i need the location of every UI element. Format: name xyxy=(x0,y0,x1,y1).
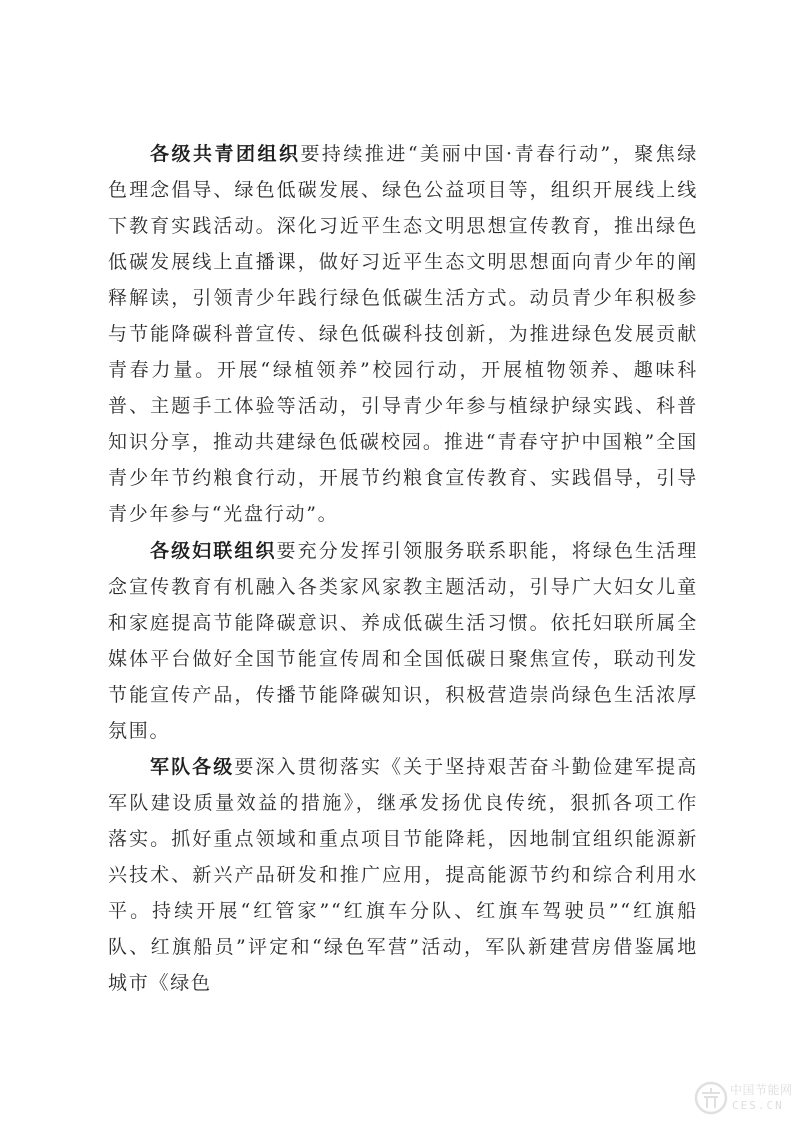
ces-logo-icon xyxy=(694,1081,728,1115)
paragraph-womens-federation xyxy=(108,533,698,749)
paragraph-body: 要持续推进“美丽中国·青春行动”，聚焦绿色理念倡导、绿色低碳发展、绿色公益项目等，组织开展线上线下教育实践活动。深化习近平生态文明思想宣传教育，推出绿色低碳发展线上直播课，做好习近平生态文明思想面向青少年的阐释解读，引领青少年践行绿色低碳生活方式。动员青少年积极参与节能降碳科普宣传、绿色低碳科技创新，为推进绿色发展贡献青春力量。开展“绿植领养”校园行动，开展植物领养、趣味科普、主题手工体验等活动，引导青少年参与植绿护绿实践、科普知识分享，推动共建绿色低碳校园。推进“青春守护中国粮”全国青少年节约粮食行动，开展节约粮食宣传教育、实践倡导，引导青少年参与“光盘行动”。 xyxy=(108,143,698,526)
paragraph-youth-league xyxy=(108,136,698,533)
watermark-name-cn: 中国节能网 xyxy=(730,1083,793,1097)
paragraph-military xyxy=(108,749,698,1001)
paragraph-lead: 军队各级 xyxy=(150,755,235,778)
paragraph-lead: 各级妇联组织 xyxy=(150,539,277,562)
paragraph-body: 要充分发挥引领服务联系职能，将绿色生活理念宣传教育有机融入各类家风家教主题活动，引导广大妇女儿童和家庭提高节能降碳意识、养成低碳生活习惯。依托妇联所属全媒体平台做好全国节能宣传周和全国低碳日聚焦宣传，联动刊发节能宣传产品，传播节能降碳知识，积极营造崇尚绿色生活浓厚氛围。 xyxy=(108,539,698,742)
watermark xyxy=(690,1075,795,1125)
document-page xyxy=(108,136,698,1001)
paragraph-body: 要深入贯彻落实《关于坚持艰苦奋斗勤俭建军提高军队建设质量效益的措施》，继承发扬优良传统，狠抓各项工作落实。抓好重点领域和重点项目节能降耗，因地制宜组织能源新兴技术、新兴产品研发和推广应用，提高能源节约和综合利用水平。持续开展“红管家”“红旗车分队、红旗车驾驶员”“红旗船队、红旗船员”评定和“绿色军营”活动，军队新建营房借鉴属地城市《绿色 xyxy=(108,755,698,995)
watermark-name-en: CES.CN xyxy=(732,1099,784,1112)
paragraph-lead: 各级共青团组织 xyxy=(150,143,301,165)
